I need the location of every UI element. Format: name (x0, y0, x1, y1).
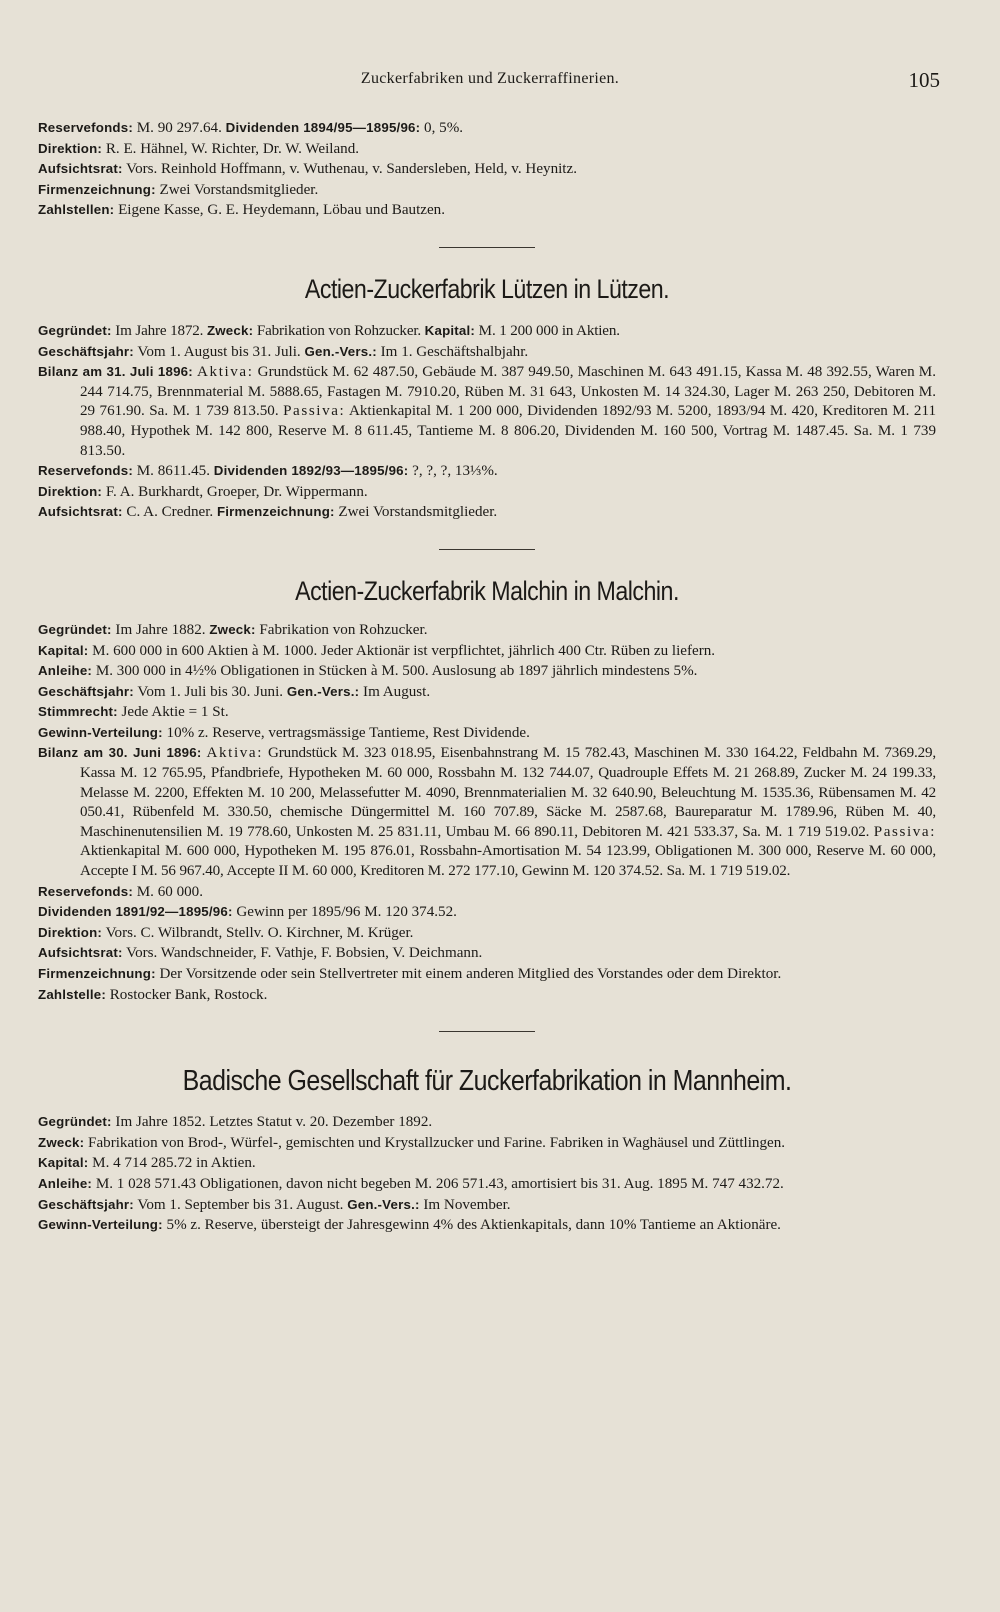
label-zweck: Zweck: (38, 1134, 85, 1150)
separator-rule (439, 1031, 535, 1032)
page-number: 105 (908, 68, 940, 92)
value-dividenden: ?, ?, ?, 13⅓%. (408, 463, 498, 480)
label-zahlstellen: Zahlstellen: (38, 202, 115, 218)
value-geschaeftsjahr: Vom 1. September bis 31. August. (133, 1196, 348, 1213)
value-geschaeftsjahr: Vom 1. Juli bis 30. Juni. (133, 683, 287, 700)
value-gegruendet: Im Jahre 1882. (111, 621, 210, 638)
value-firmenzeichnung: Zwei Vorstandsmitglieder. (334, 504, 498, 521)
entry-zahlstelle (38, 985, 936, 1006)
value-aufsichtsrat: Vors. Reinhold Hoffmann, v. Wuthenau, v. Sandersleben, Held, v. Heynitz. (122, 161, 577, 178)
label-firmenzeichnung: Firmenzeichnung: (38, 181, 156, 197)
label-firmenzeichnung: Firmenzeichnung: (38, 966, 156, 981)
previous-entry-continuation (38, 118, 936, 221)
value-zweck: Fabrikation von Rohzucker. (253, 322, 425, 339)
label-zweck: Zweck: (209, 621, 256, 637)
label-aktiva: Aktiva: (206, 745, 263, 762)
label-aktiva: Aktiva: (197, 364, 254, 381)
value-zahlstelle: Rostocker Bank, Rostock. (105, 986, 268, 1003)
label-genvers: Gen.-Vers.: (304, 343, 377, 359)
label-passiva: Passiva: (283, 403, 346, 420)
separator-rule (439, 549, 535, 550)
entry-geschaeftsjahr (38, 342, 936, 363)
value-anleihe: M. 300 000 in 4½% Obligationen in Stücken à M. 500. Auslosung ab 1897 jährlich mindestens 5%. (92, 663, 698, 680)
entry-anleihe (38, 661, 936, 682)
label-kapital: Kapital: (424, 322, 476, 338)
label-zahlstelle: Zahlstelle: (38, 986, 106, 1002)
company-heading-luetzen: Actien-Zuckerfabrik Lützen in Lützen. (304, 273, 670, 304)
entry-stimmrecht (38, 702, 936, 723)
label-kapital: Kapital: (38, 642, 89, 658)
label-passiva: Passiva: (873, 823, 936, 840)
label-direktion: Direktion: (38, 140, 103, 156)
entry-kapital (38, 641, 936, 662)
entry-geschaeftsjahr (38, 682, 936, 703)
value-gegruendet: Im Jahre 1872. (111, 322, 207, 339)
separator-rule (439, 247, 535, 248)
value-passiva: Aktienkapital M. 600 000, Hypotheken M. 195 876.01, Rossbahn-Amortisation M. 54 123.99, Obligationen M. 300 000, Reserve M. 60 000, Accepte I M. 56 967.40, Accepte II M. 60 000, Kreditoren M. 272 177.10, Gewinn M. 120 374.52. Sa. M. 1 719 519.02. (80, 843, 936, 880)
company-entry-malchin (38, 574, 936, 1005)
label-genvers: Gen.-Vers.: (347, 1196, 420, 1212)
value-reservefonds: M. 60 000. (132, 883, 204, 900)
entry-reservefonds-dividenden (38, 461, 936, 482)
value-dividenden: 0, 5%. (420, 120, 464, 136)
entry-gewinnverteilung (38, 1215, 936, 1236)
entry-reservefonds (38, 882, 936, 903)
entry-geschaeftsjahr (38, 1195, 936, 1216)
value-genvers: Im November. (419, 1196, 511, 1213)
entry-firmenzeichnung (38, 964, 936, 985)
entry-dividenden (38, 902, 936, 923)
entry-gegruendet (38, 1112, 936, 1133)
value-direktion: R. E. Hähnel, W. Richter, Dr. W. Weiland. (102, 140, 360, 157)
label-reservefonds: Reservefonds: (38, 463, 133, 479)
label-reservefonds: Reservefonds: (38, 120, 133, 135)
entry-kapital (38, 1153, 936, 1174)
value-direktion: Vors. C. Wilbrandt, Stellv. O. Kirchner, M. Krüger. (102, 924, 414, 941)
entry-firmenzeichnung (38, 180, 936, 201)
label-direktion: Direktion: (38, 924, 103, 940)
value-reservefonds: M. 8611.45. (132, 463, 214, 480)
entry-zweck (38, 1133, 936, 1154)
value-aufsichtsrat: C. A. Credner. (122, 504, 217, 521)
entry-gewinnverteilung (38, 723, 936, 744)
value-genvers: Im August. (359, 683, 431, 700)
value-direktion: F. A. Burkhardt, Groeper, Dr. Wippermann. (102, 483, 368, 500)
entry-direktion (38, 923, 936, 944)
value-gewinnverteilung: 10% z. Reserve, vertragsmässige Tantieme, Rest Dividende. (162, 724, 530, 741)
company-entry-mannheim (38, 1064, 936, 1236)
running-head (40, 70, 940, 100)
label-dividenden: Dividenden 1894/95—1895/96: (225, 120, 421, 135)
label-firmenzeichnung: Firmenzeichnung: (216, 504, 335, 520)
value-anleihe: M. 1 028 571.43 Obligationen, davon nicht begeben M. 206 571.43, amortisiert bis 31. Aug. 1895 M. 747 432.72. (92, 1175, 784, 1192)
value-reservefonds: M. 90 297.64. (132, 120, 222, 136)
value-kapital: M. 1 200 000 in Aktien. (475, 322, 620, 339)
value-aktiva: Grundstück M. 62 487.50, Gebäude M. 387 949.50, Maschinen M. 643 491.15, Kassa M. 48 392.55, Waren M. 244 714.75, Brennmaterial M. 5888.65, Fastagen M. 7910.20, Rüben M. 31 643, Unkosten M. 14 324.30, Lager M. 263 250, Debitoren M. 29 761.90. Sa. M. 1 739 813.50. (80, 364, 936, 420)
label-genvers: Gen.-Vers.: (286, 683, 360, 699)
label-direktion: Direktion: (38, 483, 103, 499)
value-kapital: M. 4 714 285.72 in Aktien. (88, 1155, 256, 1172)
entry-bilanz (38, 362, 936, 461)
label-geschaeftsjahr: Geschäftsjahr: (38, 343, 134, 359)
label-gegruendet: Gegründet: (38, 621, 112, 637)
entry-aufsichtsrat (38, 943, 936, 964)
label-gegruendet: Gegründet: (38, 1114, 112, 1130)
label-dividenden: Dividenden 1891/92—1895/96: (38, 904, 233, 920)
label-bilanz: Bilanz am 31. Juli 1896: (38, 364, 193, 380)
entry-direktion (38, 139, 936, 160)
company-heading-malchin: Actien-Zuckerfabrik Malchin in Malchin. (295, 575, 679, 606)
entry-aufsichtsrat (38, 159, 936, 180)
label-anleihe: Anleihe: (38, 1175, 93, 1191)
value-passiva: Aktienkapital M. 1 200 000, Dividenden 1892/93 M. 5200, 1893/94 M. 420, Kreditoren M. 211 988.40, Hypothek M. 142 800, Reserve M. 8 611.45, Tantieme M. 8 806.20, Dividenden M. 160 500, Vortrag M. 1487.45. Sa. M. 1 739 813.50. (80, 403, 936, 459)
label-gegruendet: Gegründet: (38, 322, 112, 338)
company-heading-mannheim: Badische Gesellschaft für Zuckerfabrikation in Mannheim. (182, 1065, 792, 1098)
value-genvers: Im 1. Geschäftshalbjahr. (376, 343, 529, 360)
label-aufsichtsrat: Aufsichtsrat: (38, 504, 123, 520)
value-gegruendet: Im Jahre 1852. Letztes Statut v. 20. Dezember 1892. (111, 1114, 433, 1131)
label-gewinnverteilung: Gewinn-Verteilung: (38, 724, 163, 740)
label-bilanz: Bilanz am 30. Juni 1896: (38, 745, 202, 761)
value-zahlstellen: Eigene Kasse, G. E. Heydemann, Löbau und Bautzen. (114, 202, 446, 219)
value-zweck: Fabrikation von Rohzucker. (255, 621, 428, 638)
value-firmenzeichnung: Der Vorsitzende oder sein Stellvertreter mit einem anderen Mitglied des Vorstandes oder dem Direktor. (155, 966, 782, 982)
label-aufsichtsrat: Aufsichtsrat: (38, 945, 123, 961)
value-gewinnverteilung: 5% z. Reserve, übersteigt der Jahresgewinn 4% des Aktienkapitals, dann 10% Tantieme an Aktionäre. (162, 1217, 781, 1234)
value-geschaeftsjahr: Vom 1. August bis 31. Juli. (133, 343, 305, 360)
value-dividenden: Gewinn per 1895/96 M. 120 374.52. (232, 904, 457, 921)
value-firmenzeichnung: Zwei Vorstandsmitglieder. (155, 181, 319, 198)
label-dividenden: Dividenden 1892/93—1895/96: (213, 463, 409, 479)
value-zweck: Fabrikation von Brod-, Würfel-, gemischten und Krystallzucker und Farine. Fabriken in Waghäusel und Züttlingen. (84, 1134, 786, 1151)
page-body (38, 118, 936, 1236)
entry-bilanz (38, 743, 936, 881)
entry-gegruendet (38, 620, 936, 641)
value-kapital: M. 600 000 in 600 Aktien à M. 1000. Jeder Aktionär ist verpflichtet, jährlich 400 Ctr. Rüben zu liefern. (88, 642, 716, 659)
label-reservefonds: Reservefonds: (38, 883, 133, 899)
company-entry-luetzen (38, 272, 936, 523)
label-geschaeftsjahr: Geschäftsjahr: (38, 683, 134, 699)
label-zweck: Zweck: (206, 322, 254, 338)
label-anleihe: Anleihe: (38, 663, 93, 679)
entry-reservefonds-dividenden (38, 118, 936, 139)
entry-zahlstellen (38, 200, 936, 221)
label-stimmrecht: Stimmrecht: (38, 704, 118, 720)
value-stimmrecht: Jede Aktie = 1 St. (117, 704, 229, 721)
entry-anleihe (38, 1174, 936, 1195)
entry-aufsichtsrat-firmenzeichnung (38, 502, 936, 523)
entry-gegruendet (38, 321, 936, 342)
label-kapital: Kapital: (38, 1155, 89, 1171)
entry-direktion (38, 482, 936, 503)
label-aufsichtsrat: Aufsichtsrat: (38, 161, 123, 177)
value-aktiva: Grundstück M. 323 018.95, Eisenbahnstrang M. 15 782.43, Maschinen M. 330 164.22, Feldbahn M. 7369.29, Kassa M. 12 765.95, Pfandbriefe, Hypotheken M. 60 000, Rossbahn M. 132 744.07, Quadrouple Effets M. 21 268.89, Zucker M. 24 199.33, Melasse M. 2200, Effekten M. 10 200, Melassefutter M. 4090, Brennmaterialien M. 32 640.90, Beleuchtung M. 1535.36, Rübensamen M. 42 050.41, Rübenfeld M. 330.50, chemische Düngermittel M. 160 707.89, Säcke M. 2587.68, Baureparatur M. 1789.96, Rüben M. 40, Maschinenutensilien M. 19 778.60, Unkosten M. 25 831.11, Umbau M. 66 890.11, Debitoren M. 421 533.37, Sa. M. 1 719 519.02. (80, 745, 937, 840)
running-title: Zuckerfabriken und Zuckerraffinerien. (360, 70, 620, 87)
label-geschaeftsjahr: Geschäftsjahr: (38, 1196, 134, 1212)
value-aufsichtsrat: Vors. Wandschneider, F. Vathje, F. Bobsien, V. Deichmann. (122, 945, 483, 962)
label-gewinnverteilung: Gewinn-Verteilung: (38, 1217, 163, 1233)
